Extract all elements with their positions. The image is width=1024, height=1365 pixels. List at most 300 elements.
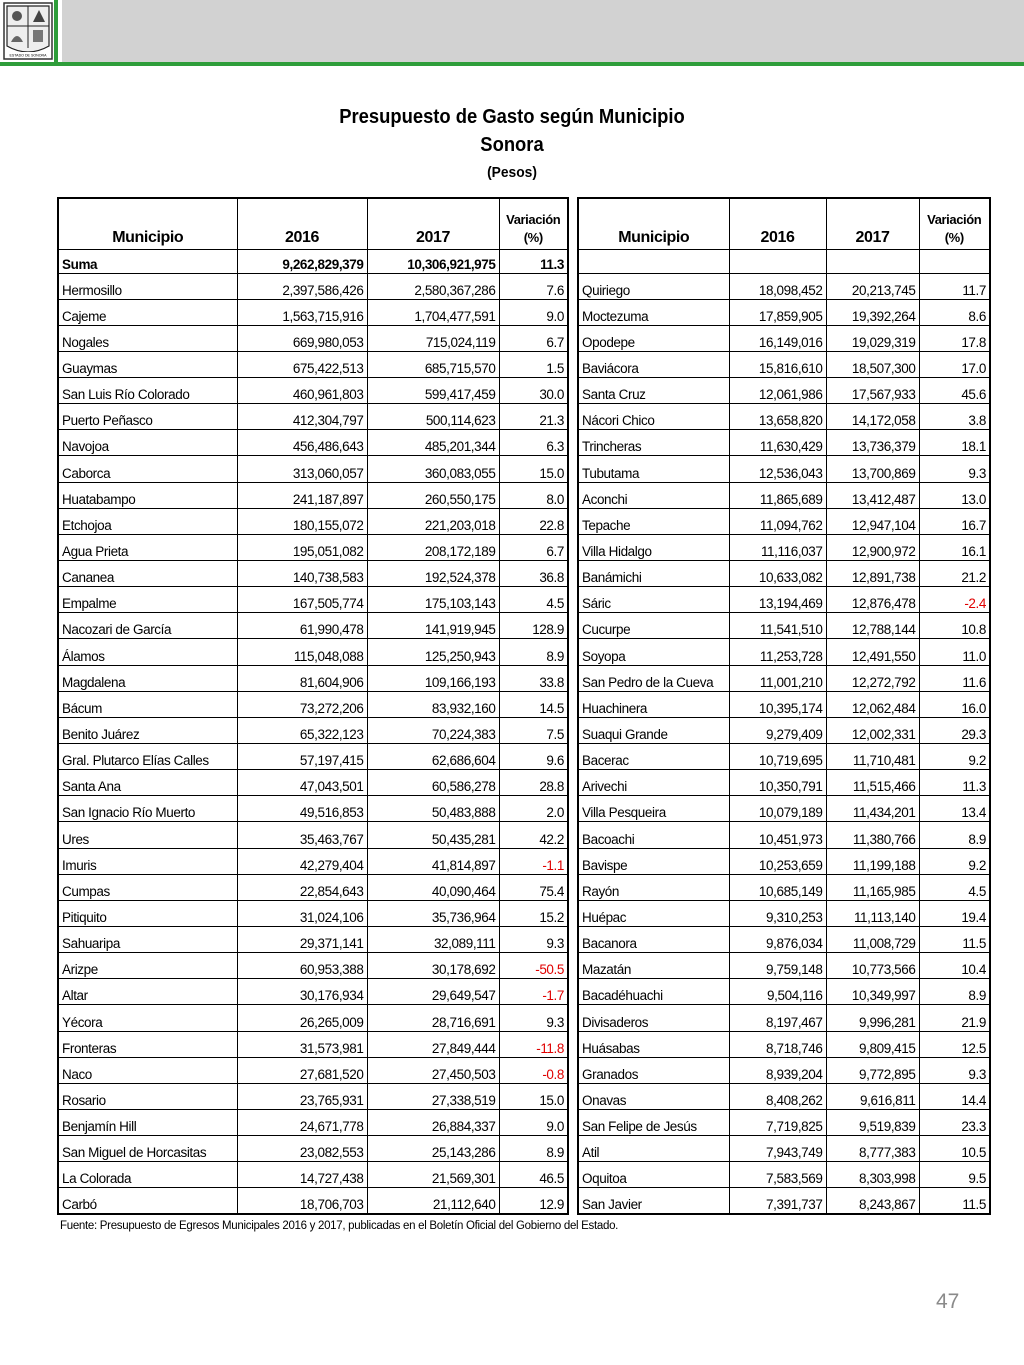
value-2016-cell: 9,759,148	[729, 953, 826, 979]
table-row	[58, 378, 568, 404]
value-2016-cell: 10,079,189	[729, 796, 826, 822]
value-2017-cell: 12,002,331	[826, 717, 919, 743]
value-2017-cell: 221,203,018	[367, 508, 499, 534]
table-row	[578, 717, 990, 743]
value-2016-cell: 18,706,703	[237, 1188, 367, 1214]
value-2017-cell: 485,201,344	[367, 430, 499, 456]
variacion-cell: 6.3	[499, 430, 568, 456]
municipio-cell: Cucurpe	[578, 613, 729, 639]
municipio-cell: Etchojoa	[58, 508, 237, 534]
table-row	[58, 273, 568, 299]
variacion-cell: 30.0	[499, 378, 568, 404]
value-2017-cell: 50,435,281	[367, 822, 499, 848]
table-row	[578, 874, 990, 900]
municipio-cell: Bacoachi	[578, 822, 729, 848]
value-2017-cell: 12,491,550	[826, 639, 919, 665]
variacion-cell: 10.8	[919, 613, 990, 639]
variacion-cell: 9.6	[499, 744, 568, 770]
municipio-cell: Fronteras	[58, 1031, 237, 1057]
variacion-cell: 8.0	[499, 482, 568, 508]
value-2016-cell: 27,681,520	[237, 1057, 367, 1083]
table-row	[578, 1136, 990, 1162]
variacion-cell: 17.8	[919, 325, 990, 351]
table-row	[58, 691, 568, 717]
value-2017-cell: 28,716,691	[367, 1005, 499, 1031]
municipio-cell: Quiriego	[578, 273, 729, 299]
variacion-cell: 4.5	[499, 587, 568, 613]
value-2016-cell: 167,505,774	[237, 587, 367, 613]
value-2016-cell: 9,279,409	[729, 717, 826, 743]
variacion-cell: 21.9	[919, 1005, 990, 1031]
col-header-variacion: Variación (%)	[919, 198, 990, 249]
value-2017-cell: 29,649,547	[367, 979, 499, 1005]
municipio-cell: Huachinera	[578, 691, 729, 717]
table-row	[58, 508, 568, 534]
value-2017-cell: 11,165,985	[826, 874, 919, 900]
variacion-cell: 17.0	[919, 351, 990, 377]
variacion-cell: 4.5	[919, 874, 990, 900]
table-row	[58, 770, 568, 796]
value-2017-cell: 9,519,839	[826, 1110, 919, 1136]
value-2016-cell: 11,865,689	[729, 482, 826, 508]
blank-total-row	[578, 249, 990, 273]
table-row	[58, 717, 568, 743]
value-2017-cell: 10,349,997	[826, 979, 919, 1005]
col-header-municipio: Municipio	[58, 198, 237, 249]
banner-gray-band	[62, 0, 1024, 62]
banner-green-line	[0, 62, 1024, 66]
table-row	[58, 822, 568, 848]
variacion-cell: 15.0	[499, 456, 568, 482]
value-2017-cell: 500,114,623	[367, 404, 499, 430]
value-2016-cell: 49,516,853	[237, 796, 367, 822]
municipio-cell: Villa Pesqueira	[578, 796, 729, 822]
value-2016-cell: 412,304,797	[237, 404, 367, 430]
value-2016-cell: 7,583,569	[729, 1162, 826, 1188]
table-row	[578, 848, 990, 874]
municipio-cell: Navojoa	[58, 430, 237, 456]
left-budget-table	[57, 197, 569, 1215]
variacion-cell: 11.6	[919, 665, 990, 691]
table-row	[58, 848, 568, 874]
value-2016-cell: 7,943,749	[729, 1136, 826, 1162]
page-subtitle: Sonora	[480, 134, 544, 156]
table-row	[578, 587, 990, 613]
table-row	[58, 534, 568, 560]
variacion-cell: 9.3	[499, 1005, 568, 1031]
variacion-cell: 11.7	[919, 273, 990, 299]
table-row	[578, 561, 990, 587]
variacion-cell: 29.3	[919, 717, 990, 743]
municipio-cell: Mazatán	[578, 953, 729, 979]
municipio-cell: Puerto Peñasco	[58, 404, 237, 430]
table-row	[578, 796, 990, 822]
table-row	[578, 1005, 990, 1031]
municipio-cell: Oquitoa	[578, 1162, 729, 1188]
right-budget-table	[577, 197, 991, 1215]
col-header-2016: 2016	[729, 198, 826, 249]
variacion-cell: 13.4	[919, 796, 990, 822]
table-row	[578, 430, 990, 456]
variacion-cell: 46.5	[499, 1162, 568, 1188]
value-2017-cell: 10,773,566	[826, 953, 919, 979]
value-2016-cell: 10,685,149	[729, 874, 826, 900]
col-header-2017: 2017	[826, 198, 919, 249]
table-row	[578, 744, 990, 770]
value-2017-cell: 12,788,144	[826, 613, 919, 639]
table-row	[58, 927, 568, 953]
municipio-cell: Santa Ana	[58, 770, 237, 796]
value-2016-cell: 61,990,478	[237, 613, 367, 639]
value-2016-cell: 26,265,009	[237, 1005, 367, 1031]
municipio-cell: Divisaderos	[578, 1005, 729, 1031]
variacion-cell: 11.5	[919, 1188, 990, 1214]
value-2017-cell: 685,715,570	[367, 351, 499, 377]
table-row	[58, 430, 568, 456]
value-2016-cell: 31,024,106	[237, 900, 367, 926]
municipio-cell: San Pedro de la Cueva	[578, 665, 729, 691]
table-row	[58, 744, 568, 770]
municipio-cell: Tepache	[578, 508, 729, 534]
municipio-cell: Villa Hidalgo	[578, 534, 729, 560]
municipio-cell: Naco	[58, 1057, 237, 1083]
value-2017-cell: 11,199,188	[826, 848, 919, 874]
table-row	[578, 900, 990, 926]
value-2016-cell: 9,876,034	[729, 927, 826, 953]
variacion-cell: 10.5	[919, 1136, 990, 1162]
municipio-cell: Bacerac	[578, 744, 729, 770]
value-2016-cell: 8,408,262	[729, 1083, 826, 1109]
seal-icon	[3, 2, 53, 60]
table-row	[58, 1110, 568, 1136]
municipio-cell: Cajeme	[58, 299, 237, 325]
municipio-cell: Agua Prieta	[58, 534, 237, 560]
value-2016-cell: 24,671,778	[237, 1110, 367, 1136]
municipio-cell: Gral. Plutarco Elías Calles	[58, 744, 237, 770]
municipio-cell: San Felipe de Jesús	[578, 1110, 729, 1136]
value-2016-cell: 60,953,388	[237, 953, 367, 979]
value-2016-cell: 17,859,905	[729, 299, 826, 325]
table-row	[58, 561, 568, 587]
value-2017-cell: 1,704,477,591	[367, 299, 499, 325]
value-2017-cell: 715,024,119	[367, 325, 499, 351]
value-2016-cell: 31,573,981	[237, 1031, 367, 1057]
table-row	[578, 299, 990, 325]
value-2016-cell: 1,563,715,916	[237, 299, 367, 325]
variacion-cell: 7.6	[499, 273, 568, 299]
municipio-cell: Bácum	[58, 691, 237, 717]
value-2017-cell: 11,515,466	[826, 770, 919, 796]
municipio-cell: Santa Cruz	[578, 378, 729, 404]
value-2016-cell: 10,253,659	[729, 848, 826, 874]
variacion-cell: 14.4	[919, 1083, 990, 1109]
municipio-cell: Opodepe	[578, 325, 729, 351]
value-2016-cell: 14,727,438	[237, 1162, 367, 1188]
municipio-cell: Benjamín Hill	[58, 1110, 237, 1136]
value-2017-cell: 175,103,143	[367, 587, 499, 613]
municipio-cell: San Ignacio Río Muerto	[58, 796, 237, 822]
value-2016-cell: 2,397,586,426	[237, 273, 367, 299]
value-2017-cell: 12,062,484	[826, 691, 919, 717]
value-2016-cell: 10,451,973	[729, 822, 826, 848]
value-2017-cell: 70,224,383	[367, 717, 499, 743]
municipio-cell: Trincheras	[578, 430, 729, 456]
municipio-cell: Bavispe	[578, 848, 729, 874]
value-2016-cell: 9,504,116	[729, 979, 826, 1005]
municipio-cell: Nacozari de García	[58, 613, 237, 639]
variacion-cell: 12.9	[499, 1188, 568, 1214]
variacion-cell: 13.0	[919, 482, 990, 508]
value-2016-cell: 10,633,082	[729, 561, 826, 587]
value-2016-cell: 115,048,088	[237, 639, 367, 665]
top-banner	[0, 0, 1024, 66]
municipio-cell: San Miguel de Horcasitas	[58, 1136, 237, 1162]
state-seal-logo	[0, 0, 58, 62]
page-number: 47	[936, 1290, 960, 1313]
value-2017-cell: 9,772,895	[826, 1057, 919, 1083]
municipio-cell: Pitiquito	[58, 900, 237, 926]
variacion-cell: 14.5	[499, 691, 568, 717]
total-row	[58, 249, 568, 273]
table-row	[58, 639, 568, 665]
value-2016-cell: 35,463,767	[237, 822, 367, 848]
variacion-cell: 9.3	[499, 927, 568, 953]
value-2016-cell: 47,043,501	[237, 770, 367, 796]
value-2017-cell: 12,900,972	[826, 534, 919, 560]
value-2016-cell: 11,630,429	[729, 430, 826, 456]
municipio-cell: Baviácora	[578, 351, 729, 377]
municipio-cell: Carbó	[58, 1188, 237, 1214]
municipio-cell: Huatabampo	[58, 482, 237, 508]
total-2017: 10,306,921,975	[367, 249, 499, 273]
variacion-cell: 23.3	[919, 1110, 990, 1136]
variacion-cell: 22.8	[499, 508, 568, 534]
table-row	[58, 665, 568, 691]
value-2016-cell: 9,310,253	[729, 900, 826, 926]
value-2017-cell: 32,089,111	[367, 927, 499, 953]
table-row	[578, 482, 990, 508]
total-2016: 9,262,829,379	[237, 249, 367, 273]
variacion-cell: 21.3	[499, 404, 568, 430]
variacion-cell: 16.0	[919, 691, 990, 717]
variacion-cell: -11.8	[499, 1031, 568, 1057]
value-2016-cell: 140,738,583	[237, 561, 367, 587]
table-row	[578, 404, 990, 430]
value-2016-cell: 15,816,610	[729, 351, 826, 377]
total-label: Suma	[58, 249, 237, 273]
table-header-row	[578, 198, 990, 249]
variacion-cell: 42.2	[499, 822, 568, 848]
table-row	[58, 1083, 568, 1109]
table-row	[58, 404, 568, 430]
variacion-cell: 16.7	[919, 508, 990, 534]
table-row	[578, 508, 990, 534]
variacion-cell: 6.7	[499, 325, 568, 351]
municipio-cell: Rayón	[578, 874, 729, 900]
value-2016-cell: 12,061,986	[729, 378, 826, 404]
municipio-cell: Rosario	[58, 1083, 237, 1109]
value-2017-cell: 9,809,415	[826, 1031, 919, 1057]
municipio-cell: Bacanora	[578, 927, 729, 953]
table-row	[578, 953, 990, 979]
value-2017-cell: 14,172,058	[826, 404, 919, 430]
variacion-cell: 19.4	[919, 900, 990, 926]
table-row	[578, 1031, 990, 1057]
value-2017-cell: 11,710,481	[826, 744, 919, 770]
municipio-cell: Yécora	[58, 1005, 237, 1031]
variacion-cell: 8.9	[919, 822, 990, 848]
municipio-cell: Sáric	[578, 587, 729, 613]
municipio-cell: Caborca	[58, 456, 237, 482]
value-2016-cell: 16,149,016	[729, 325, 826, 351]
table-row	[58, 325, 568, 351]
variacion-cell: 21.2	[919, 561, 990, 587]
value-2017-cell: 26,884,337	[367, 1110, 499, 1136]
municipio-cell: Álamos	[58, 639, 237, 665]
value-2017-cell: 27,849,444	[367, 1031, 499, 1057]
variacion-cell: 12.5	[919, 1031, 990, 1057]
value-2016-cell: 29,371,141	[237, 927, 367, 953]
variacion-cell: 15.0	[499, 1083, 568, 1109]
value-2017-cell: 260,550,175	[367, 482, 499, 508]
value-2016-cell: 675,422,513	[237, 351, 367, 377]
value-2017-cell: 25,143,286	[367, 1136, 499, 1162]
col-header-municipio: Municipio	[578, 198, 729, 249]
variacion-cell: 9.5	[919, 1162, 990, 1188]
table-row	[578, 325, 990, 351]
table-row	[58, 1057, 568, 1083]
value-2016-cell: 23,765,931	[237, 1083, 367, 1109]
municipio-cell: San Luis Río Colorado	[58, 378, 237, 404]
value-2017-cell: 599,417,459	[367, 378, 499, 404]
table-row	[58, 482, 568, 508]
municipio-cell: Imuris	[58, 848, 237, 874]
value-2017-cell: 109,166,193	[367, 665, 499, 691]
table-row	[58, 1005, 568, 1031]
value-2017-cell: 11,008,729	[826, 927, 919, 953]
variacion-cell: 9.3	[919, 1057, 990, 1083]
page-title: Presupuesto de Gasto según Municipio	[339, 106, 685, 128]
value-2017-cell: 18,507,300	[826, 351, 919, 377]
value-2017-cell: 8,303,998	[826, 1162, 919, 1188]
value-2016-cell: 65,322,123	[237, 717, 367, 743]
variacion-cell: 8.9	[499, 1136, 568, 1162]
value-2016-cell: 241,187,897	[237, 482, 367, 508]
source-footnote: Fuente: Presupuesto de Egresos Municipales 2016 y 2017, publicadas en el Boletín Oficial del Gobierno del Estado.	[60, 1220, 619, 1232]
value-2017-cell: 12,876,478	[826, 587, 919, 613]
table-row	[578, 822, 990, 848]
table-row	[58, 1031, 568, 1057]
unit-label: (Pesos)	[487, 164, 537, 181]
variacion-cell: -50.5	[499, 953, 568, 979]
value-2017-cell: 8,777,383	[826, 1136, 919, 1162]
value-2016-cell: 195,051,082	[237, 534, 367, 560]
municipio-cell: Granados	[578, 1057, 729, 1083]
variacion-cell: 15.2	[499, 900, 568, 926]
value-2017-cell: 41,814,897	[367, 848, 499, 874]
variacion-cell: 18.1	[919, 430, 990, 456]
value-2017-cell: 13,736,379	[826, 430, 919, 456]
variacion-cell: 9.0	[499, 1110, 568, 1136]
value-2017-cell: 19,392,264	[826, 299, 919, 325]
table-row	[578, 1188, 990, 1214]
variacion-cell: 9.3	[919, 456, 990, 482]
value-2017-cell: 27,338,519	[367, 1083, 499, 1109]
table-row	[578, 456, 990, 482]
value-2016-cell: 30,176,934	[237, 979, 367, 1005]
table-row	[58, 953, 568, 979]
municipio-cell: San Javier	[578, 1188, 729, 1214]
value-2017-cell: 62,686,604	[367, 744, 499, 770]
value-2017-cell: 9,996,281	[826, 1005, 919, 1031]
municipio-cell: Bacadéhuachi	[578, 979, 729, 1005]
municipio-cell: Empalme	[58, 587, 237, 613]
table-row	[578, 639, 990, 665]
variacion-cell: 128.9	[499, 613, 568, 639]
variacion-cell: 3.8	[919, 404, 990, 430]
col-header-variacion: Variación (%)	[499, 198, 568, 249]
table-row	[58, 1162, 568, 1188]
value-2017-cell: 40,090,464	[367, 874, 499, 900]
table-row	[578, 1083, 990, 1109]
value-2017-cell: 8,243,867	[826, 1188, 919, 1214]
value-2016-cell: 10,395,174	[729, 691, 826, 717]
table-row	[578, 273, 990, 299]
variacion-cell: 2.0	[499, 796, 568, 822]
variacion-cell: -0.8	[499, 1057, 568, 1083]
variacion-cell: 36.8	[499, 561, 568, 587]
value-2017-cell: 20,213,745	[826, 273, 919, 299]
value-2017-cell: 19,029,319	[826, 325, 919, 351]
value-2017-cell: 50,483,888	[367, 796, 499, 822]
table-row	[58, 979, 568, 1005]
municipio-cell: Aconchi	[578, 482, 729, 508]
value-2017-cell: 11,113,140	[826, 900, 919, 926]
variacion-cell: 11.5	[919, 927, 990, 953]
value-2016-cell: 12,536,043	[729, 456, 826, 482]
municipio-cell: Hermosillo	[58, 273, 237, 299]
variacion-cell: 9.2	[919, 744, 990, 770]
variacion-cell: 75.4	[499, 874, 568, 900]
value-2016-cell: 313,060,057	[237, 456, 367, 482]
value-2016-cell: 8,718,746	[729, 1031, 826, 1057]
table-row	[58, 456, 568, 482]
value-2016-cell: 460,961,803	[237, 378, 367, 404]
value-2016-cell: 11,116,037	[729, 534, 826, 560]
value-2017-cell: 12,891,738	[826, 561, 919, 587]
value-2016-cell: 13,194,469	[729, 587, 826, 613]
value-2016-cell: 669,980,053	[237, 325, 367, 351]
variacion-cell: 8.9	[919, 979, 990, 1005]
value-2016-cell: 18,098,452	[729, 273, 826, 299]
value-2017-cell: 208,172,189	[367, 534, 499, 560]
variacion-cell: 8.9	[499, 639, 568, 665]
value-2016-cell: 456,486,643	[237, 430, 367, 456]
municipio-cell: Sahuaripa	[58, 927, 237, 953]
variacion-cell: 11.3	[919, 770, 990, 796]
municipio-cell: Arizpe	[58, 953, 237, 979]
value-2016-cell: 7,719,825	[729, 1110, 826, 1136]
value-2017-cell: 141,919,945	[367, 613, 499, 639]
variacion-cell: -1.7	[499, 979, 568, 1005]
variacion-cell: 33.8	[499, 665, 568, 691]
value-2016-cell: 10,719,695	[729, 744, 826, 770]
col-header-2016: 2016	[237, 198, 367, 249]
variacion-cell: 6.7	[499, 534, 568, 560]
variacion-cell: 9.0	[499, 299, 568, 325]
municipio-cell: Atil	[578, 1136, 729, 1162]
value-2017-cell: 13,412,487	[826, 482, 919, 508]
